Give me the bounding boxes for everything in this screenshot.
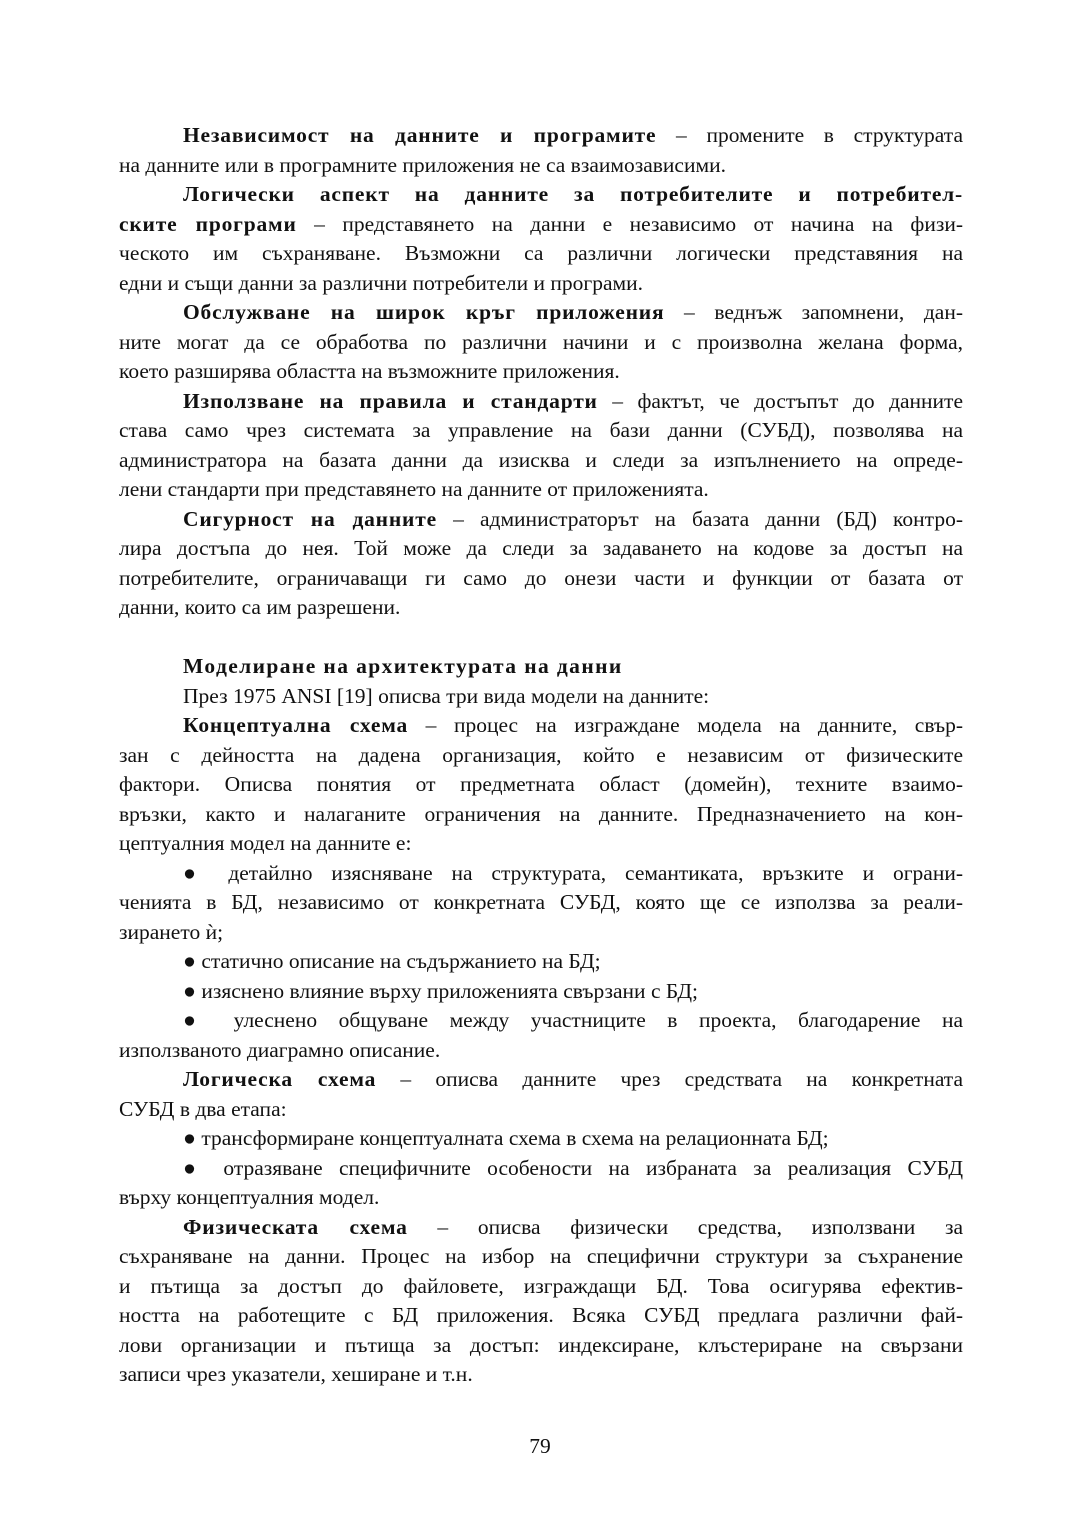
text-line: ● статично описание на съдържанието на БД; xyxy=(183,949,601,973)
bullet-list-logical xyxy=(119,1124,963,1213)
line-text: – веднъж запомнени, дан- xyxy=(664,300,963,324)
document-page xyxy=(119,121,963,1390)
line-text: едни и същи данни за различни потребители и програми. xyxy=(119,270,643,295)
line-text: данни, които са им разрешени. xyxy=(119,595,401,619)
list-item xyxy=(119,947,963,977)
page-number: 79 xyxy=(529,1434,551,1458)
line-text: лови организации и пътища за достъп: индексиране, клъстериране на свързани xyxy=(119,1332,963,1357)
text-line xyxy=(119,416,963,446)
text-line xyxy=(119,357,963,387)
line-text: – процес на изграждане модела на данните, свър- xyxy=(408,713,963,737)
paragraph-wide-applications xyxy=(119,298,963,387)
text-line xyxy=(119,210,963,240)
text-line xyxy=(119,269,963,299)
line-text: – описва физически средства, използвани за xyxy=(407,1214,963,1239)
text-line xyxy=(119,534,963,564)
text-line xyxy=(119,121,963,151)
text-line xyxy=(119,1095,963,1125)
blank-line xyxy=(119,623,963,653)
bullet-list-conceptual xyxy=(119,859,963,1066)
text-line: ● детайлно изясняване на структурата, семантиката, връзките и ограни- xyxy=(183,860,963,885)
text-line xyxy=(119,711,963,741)
line-text: ността на работещите с БД приложения. Всяка СУБД предлага различни фай- xyxy=(119,1303,963,1327)
list-item xyxy=(119,1154,963,1213)
intro-line: През 1975 ANSI [19] описва три вида модели на данните: xyxy=(183,683,710,708)
line-text: фактори. Описва понятия от предметната област (домейн), техните взаимо- xyxy=(119,772,963,796)
term: Логически аспект на данните за потребителите и потребител- xyxy=(183,182,963,206)
term: Независимост на данните и програмите xyxy=(183,123,657,147)
text-line xyxy=(119,829,963,859)
list-item xyxy=(119,1124,963,1154)
line-text: на данните или в програмните приложения не са взаимозависими. xyxy=(119,152,726,177)
line-text: връзки, както и налаганите ограничения на данните. Предназначението на кон- xyxy=(119,801,963,826)
text-line xyxy=(119,564,963,594)
paragraph-independence xyxy=(119,121,963,180)
text-line xyxy=(119,505,963,535)
text-line xyxy=(119,328,963,358)
text-line xyxy=(119,1272,963,1302)
line-text: – промените в структурата xyxy=(656,123,963,147)
text-line xyxy=(119,1213,963,1243)
line-text: – фактът, че достъпът до данните xyxy=(597,388,963,413)
line-text: което разширява областта на възможните приложения. xyxy=(119,359,620,383)
text-line: ● улеснено общуване между участниците в проекта, благодарение на xyxy=(183,1008,963,1032)
term: Използване на правила и стандарти xyxy=(183,388,598,413)
line-text: – представянето на данни е независимо от начина на физи- xyxy=(296,211,963,236)
text-line: зирането ѝ; xyxy=(119,919,224,944)
term: Логическа схема xyxy=(183,1067,377,1091)
paragraph-logical-schema xyxy=(119,1065,963,1124)
text-line xyxy=(119,1360,963,1390)
text-line xyxy=(119,180,963,210)
term: Концептуална схема xyxy=(183,713,409,737)
paragraph-logical-aspect xyxy=(119,180,963,298)
section-heading: Моделиране на архитектурата на данни xyxy=(183,654,623,678)
line-text: потребителите, ограничаващи ги само до онези части и функции от базата от xyxy=(119,565,963,590)
line-text: ческото им съхраняване. Възможни са различни логически представяния на xyxy=(119,241,963,265)
term: Обслужване на широк кръг приложения xyxy=(183,300,665,324)
paragraph-conceptual-schema xyxy=(119,711,963,859)
line-text: СУБД в два етапа: xyxy=(119,1096,287,1121)
text-line: ● изяснено влияние върху приложенията свързани с БД; xyxy=(183,978,699,1003)
text-line xyxy=(119,151,963,181)
list-item xyxy=(119,1006,963,1065)
term: Сигурност на данните xyxy=(183,506,437,531)
text-line xyxy=(119,1301,963,1331)
text-line: върху концептуалния модел. xyxy=(119,1185,380,1209)
text-line: ченията в БД, независимо от конкретната СУБД, която ще се използва за реали- xyxy=(119,890,963,914)
paragraph-physical-schema xyxy=(119,1213,963,1390)
text-line xyxy=(119,387,963,417)
text-line xyxy=(119,593,963,623)
text-line xyxy=(119,475,963,505)
term: ските програми xyxy=(119,211,297,236)
text-line xyxy=(119,239,963,269)
line-text: и пътища за достъп до файловете, изграждащи БД. Това осигурява ефектив- xyxy=(119,1273,963,1298)
line-text: лира достъпа до нея. Той може да следи за задаването на кодове за достъп на xyxy=(119,536,963,560)
line-text: цептуалния модел на данните е: xyxy=(119,831,412,855)
line-text: – администраторът на базата данни (БД) контро- xyxy=(436,506,963,531)
text-line xyxy=(119,446,963,476)
line-text: ните могат да се обработва по различни начини и с произволна желана форма, xyxy=(119,329,963,354)
text-line xyxy=(119,741,963,771)
line-text: лени стандарти при представянето на данните от приложенията. xyxy=(119,477,709,501)
text-line: ● отразяване специфичните особености на избраната за реализация СУБД xyxy=(183,1155,963,1180)
text-line xyxy=(119,800,963,830)
line-text: съхраняване на данни. Процес на избор на специфични структури за съхранение xyxy=(119,1244,963,1268)
text-line xyxy=(119,770,963,800)
line-text: зан с дейността на дадена организация, който е независим от физическите xyxy=(119,742,963,767)
text-line: ● трансформиране концептуалната схема в схема на релационната БД; xyxy=(183,1126,829,1150)
text-line xyxy=(119,1331,963,1361)
line-text: записи чрез указатели, хеширане и т.н. xyxy=(119,1362,473,1386)
text-line: използваното диаграмно описание. xyxy=(119,1037,441,1062)
term: Физическата схема xyxy=(183,1214,408,1239)
line-text: става само чрез системата за управление на бази данни (СУБД), позволява на xyxy=(119,418,963,442)
text-line xyxy=(119,1242,963,1272)
paragraph-rules-standards xyxy=(119,387,963,505)
list-item xyxy=(119,977,963,1007)
list-item xyxy=(119,859,963,948)
paragraph-data-security xyxy=(119,505,963,623)
text-line xyxy=(119,298,963,328)
line-text: администратора на базата данни да изисква и следи за изпълнението на опреде- xyxy=(119,447,963,472)
text-line xyxy=(119,1065,963,1095)
line-text: – описва данните чрез средствата на конкретната xyxy=(376,1067,963,1091)
